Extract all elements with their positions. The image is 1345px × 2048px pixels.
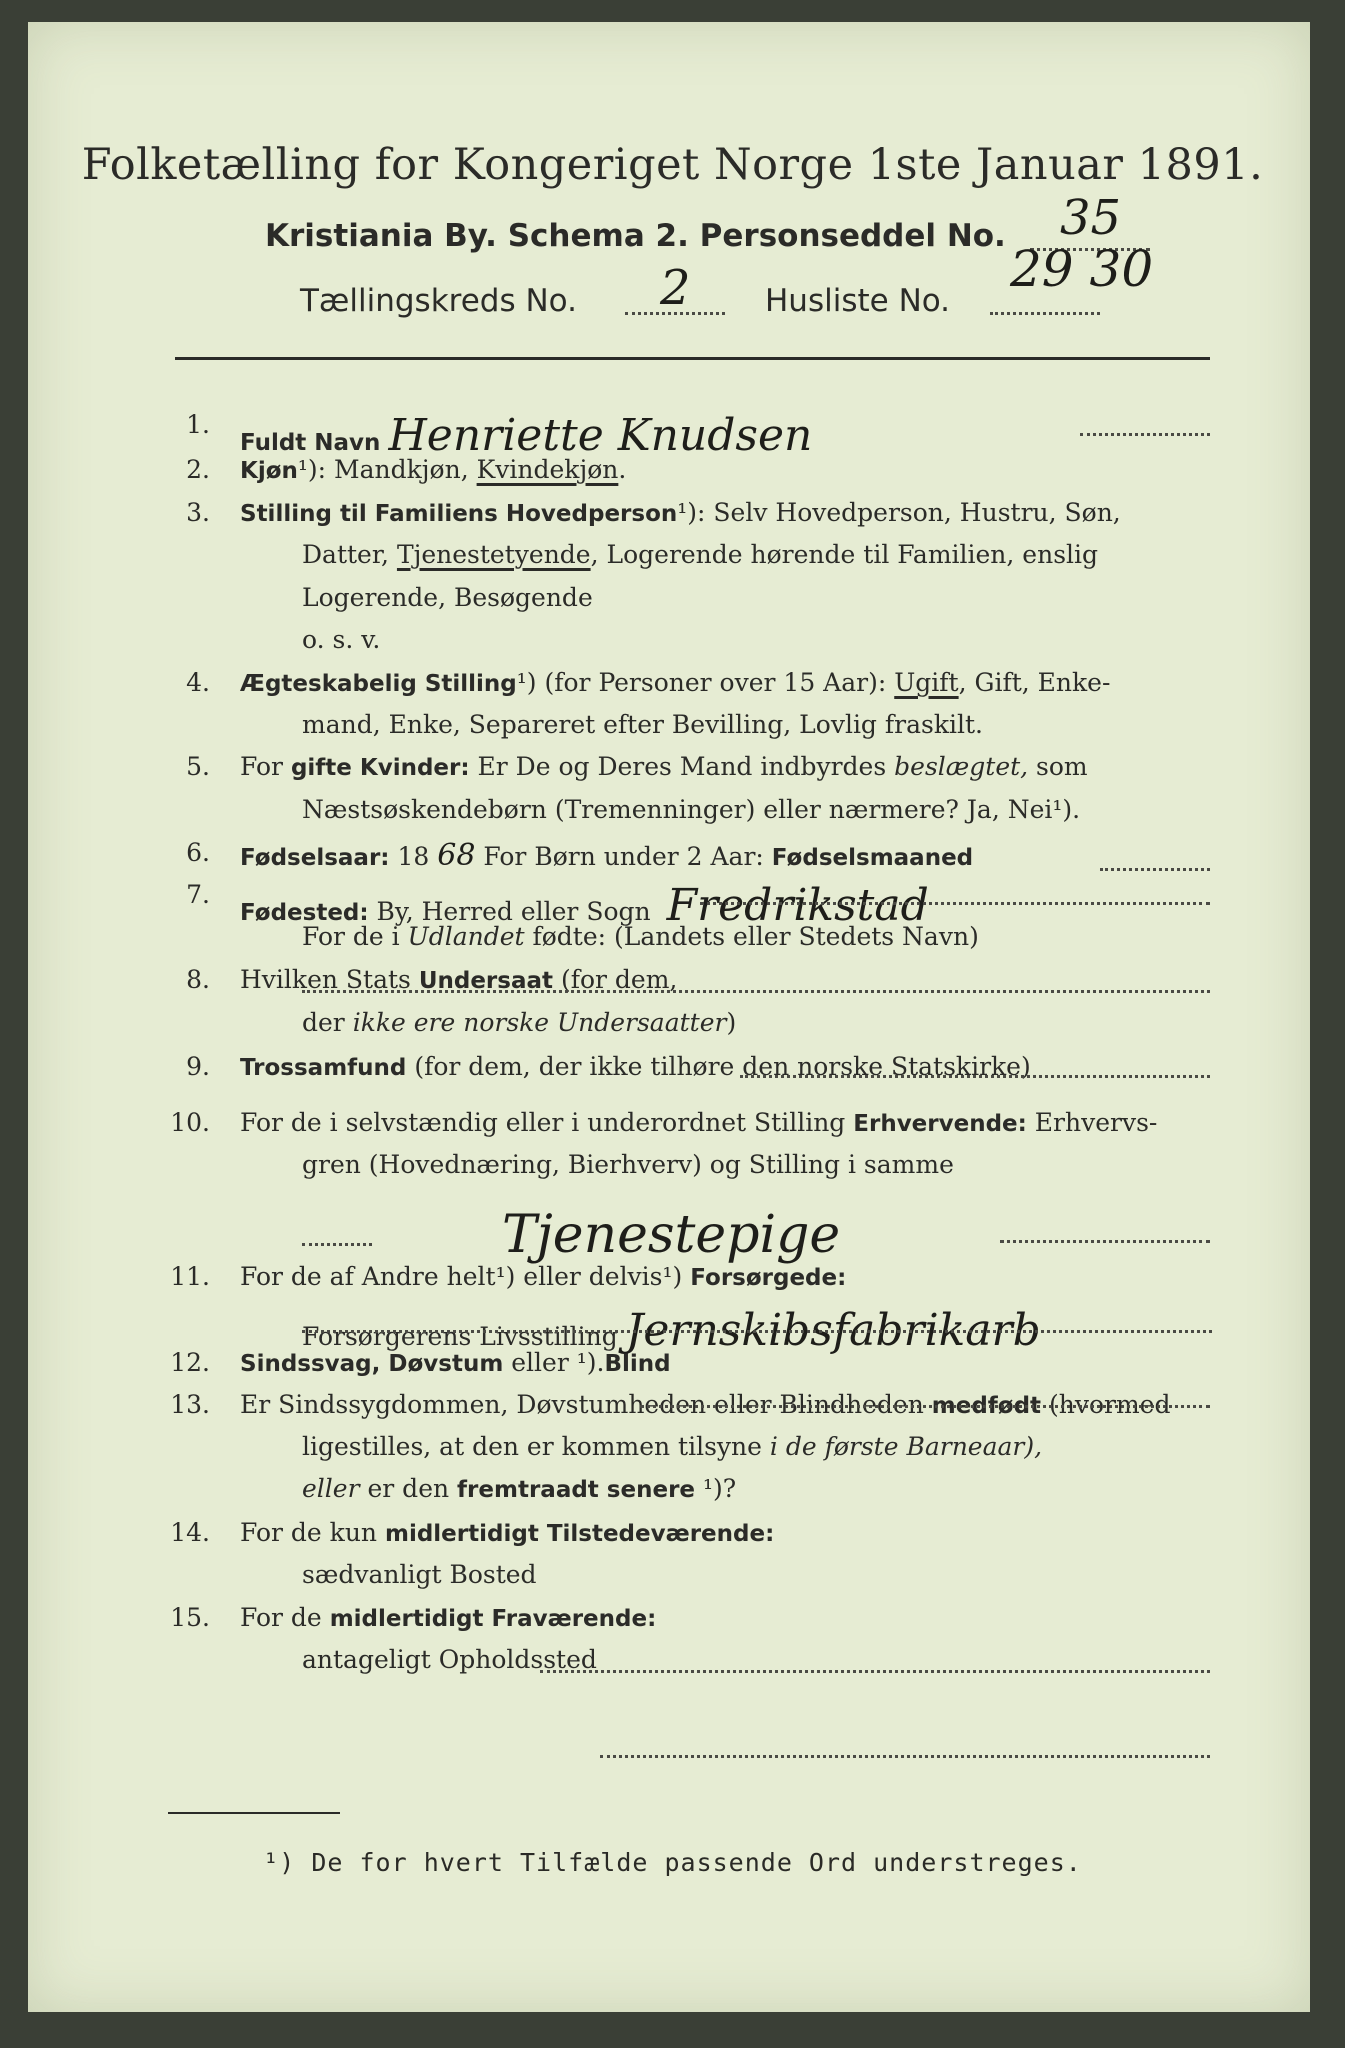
item-bold-label: midlertidigt Tilstedeværende: [384, 1521, 775, 1547]
item-cont: For de i [302, 922, 408, 951]
item-cont: gren (Hovednæring, Bierhverv) og Stilling i samme [302, 1150, 954, 1179]
item-bold-label: Stilling til Familiens Hovedperson [240, 501, 678, 527]
header-rule [175, 357, 1210, 360]
item-post: By, Herred eller Sogn [368, 897, 659, 926]
item-text [302, 540, 1098, 569]
underlined-choice: Tjenestetyende [396, 540, 591, 569]
item-text [302, 1008, 736, 1037]
item-cont: der [302, 1008, 353, 1037]
handwritten-entry: Henriette Knudsen [388, 410, 813, 461]
handwritten-occupation: Tjenestepige [502, 1205, 841, 1265]
item-text [240, 752, 1088, 781]
item-pre: For [240, 752, 291, 781]
fill-dotline [740, 1075, 1210, 1078]
item-text [302, 1432, 1042, 1461]
item-text [240, 668, 1110, 697]
item-text [240, 1108, 1157, 1137]
item-number: 13. [170, 1390, 210, 1419]
item-number: 9. [186, 1052, 210, 1081]
item-text [240, 410, 812, 461]
item-number: 14. [170, 1518, 210, 1547]
item-bold-label: Fødselsaar: [240, 845, 390, 871]
footnote-rule [168, 1812, 340, 1814]
handwritten-entry: Fredrikstad [666, 880, 929, 931]
item-bold-label: Kjøn [240, 458, 298, 484]
schema-line-label: Kristiania By. Schema 2. Personseddel No. [265, 218, 1006, 254]
item-post: (for dem, der ikke tilhøre den norske Statskirke) [406, 1052, 1031, 1081]
item-text [302, 583, 593, 612]
item-text [240, 1348, 671, 1377]
item-bold-label: fremtraadt senere [457, 1477, 696, 1503]
item-bold-label: medfødt [931, 1393, 1042, 1419]
item-number: 6. [186, 838, 210, 867]
item-pre: For de i selvstændig eller i underordnet Stilling [240, 1108, 854, 1137]
kreds-number: 2 [660, 260, 691, 316]
item-tail: , Gift, Enke- [958, 668, 1111, 697]
item-bold-label: Ægteskabelig Stilling [240, 671, 517, 697]
item-number: 8. [186, 965, 210, 994]
schema-line [265, 218, 1006, 254]
item-post: Er De og Deres Mand indbyrdes [469, 752, 895, 781]
fill-dotline [1000, 1240, 1210, 1243]
husliste-dotline [990, 312, 1100, 315]
item-number: 10. [170, 1108, 210, 1137]
item-cont: sædvanligt Bosted [302, 1560, 537, 1589]
item-tail: . [618, 455, 627, 484]
item-post: eller [503, 1348, 577, 1377]
item-text [240, 1518, 774, 1547]
item-bold-label: Undersaat [418, 968, 553, 994]
item-tail: , Logerende hørende til Familien, enslig [590, 540, 1099, 569]
item-post: (hvormed [1041, 1390, 1171, 1419]
item-cont: o. s. v. [302, 625, 381, 654]
item-pre: Er Sindssygdommen, Døvstumheden eller Blindheden [240, 1390, 932, 1419]
item-bold-label: midlertidigt Fraværende: [329, 1606, 657, 1632]
item-number: 5. [186, 752, 210, 781]
item-bold-label: Trossamfund [240, 1055, 407, 1081]
item-cont: Logerende, Besøgende [302, 583, 593, 612]
item-post: ¹): Mandkjøn, [297, 455, 477, 484]
item-post: Erhvervs- [1026, 1108, 1158, 1137]
item-tail: fødte: (Landets eller Stedets Navn) [524, 922, 979, 951]
item-post: 18 [389, 842, 430, 871]
item-post: ¹) (for Personer over 15 Aar): [516, 668, 895, 697]
item-cont: mand, Enke, Separeret efter Bevilling, Lovlig fraskilt. [302, 710, 983, 739]
item-italic: beslægtet, [894, 752, 1029, 781]
personseddel-number: 35 [1060, 190, 1122, 246]
item-tail: som [1028, 752, 1088, 781]
item-number: 7. [186, 880, 210, 909]
item-pre: For de kun [240, 1518, 385, 1547]
item-number: 4. [186, 668, 210, 697]
item-italic: eller [302, 1474, 360, 1503]
fill-dotline [1100, 868, 1210, 871]
form-title: Folketælling for Kongeriget Norge 1ste Januar 1891. [81, 140, 1264, 190]
item-text [240, 1603, 656, 1632]
item-text [240, 838, 973, 873]
item-bold-label: Fødested: [240, 900, 369, 926]
item-number: 2. [186, 455, 210, 484]
item-post: ¹): Selv Hovedperson, Hustru, Søn, [677, 498, 1121, 527]
item-number: 3. [186, 498, 210, 527]
item-cont: Forsørgerens Livsstilling [302, 1322, 618, 1351]
item-pre: For de [240, 1603, 330, 1632]
item-bold-label: Forsørgede: [690, 1265, 847, 1291]
item-cont: Næstsøskendebørn (Tremenninger) eller nærmere? Ja, Nei¹). [302, 795, 1081, 824]
item-bold-label: Fuldt Navn [240, 430, 381, 456]
item-tail: ¹). [576, 1348, 605, 1377]
item-cont: Datter, [302, 540, 397, 569]
item-bold-label: Erhvervende: [853, 1111, 1027, 1137]
fill-dotline [600, 1755, 1210, 1758]
fill-dotline [540, 1670, 1210, 1673]
item-cont: antageligt Opholdssted [302, 1645, 597, 1674]
item-number: 12. [170, 1348, 210, 1377]
item-tail: ¹)? [695, 1474, 737, 1503]
item-pre: For de af Andre helt¹) eller delvis¹) [240, 1262, 691, 1291]
item-tail: For Børn under 2 Aar: [475, 842, 772, 871]
item-text [302, 625, 380, 654]
item-text [302, 795, 1080, 824]
item-tail: ) [726, 1008, 737, 1037]
husliste-label: Husliste No. [765, 283, 951, 319]
handwritten-entry: Jernskibsfabrikarb [625, 1305, 1041, 1356]
item-number: 15. [170, 1603, 210, 1632]
item-text [302, 1560, 537, 1589]
item-bold-label: gifte Kvinder: [290, 755, 470, 781]
item-post: (for dem, [553, 965, 678, 994]
item-text [240, 1262, 846, 1291]
handwritten-entry: 68 [437, 838, 476, 873]
item-italic: i de første Barneaar), [769, 1432, 1043, 1461]
item-bold-label: Sindssvag, Døvstum [240, 1351, 504, 1377]
fill-dotline [302, 1243, 372, 1246]
item-pre: Hvilken Stats [240, 965, 419, 994]
item-bold-label: Blind [604, 1351, 671, 1377]
underlined-choice: Kvindekjøn [476, 455, 619, 484]
item-text [302, 1474, 736, 1503]
item-text [302, 1150, 954, 1179]
item-italic: ikke ere norske Undersaatter [352, 1008, 727, 1037]
fill-dotline [302, 990, 1210, 993]
item-text [240, 498, 1121, 527]
item-italic: Udlandet [407, 922, 525, 951]
kreds-label: Tællingskreds No. [300, 283, 577, 319]
fill-dotline [1080, 433, 1210, 436]
item-text [302, 1205, 840, 1265]
item-number: 1. [186, 410, 210, 439]
fill-dotline [302, 1330, 1212, 1333]
husliste-number: 29 30 [1010, 240, 1154, 298]
underlined-choice: Ugift [894, 668, 959, 697]
item-bold-label: Fødselsmaaned [771, 845, 974, 871]
item-text [302, 922, 979, 951]
fill-dotline [640, 1405, 1210, 1408]
footnote: ¹) De for hvert Tilfælde passende Ord understreges. [263, 1848, 1082, 1877]
item-number: 11. [170, 1262, 210, 1291]
item-tail: er den [359, 1474, 458, 1503]
item-text [302, 710, 983, 739]
item-cont: ligestilles, at den er kommen tilsyne [302, 1432, 770, 1461]
fill-dotline [700, 902, 1210, 905]
item-text [240, 455, 626, 484]
